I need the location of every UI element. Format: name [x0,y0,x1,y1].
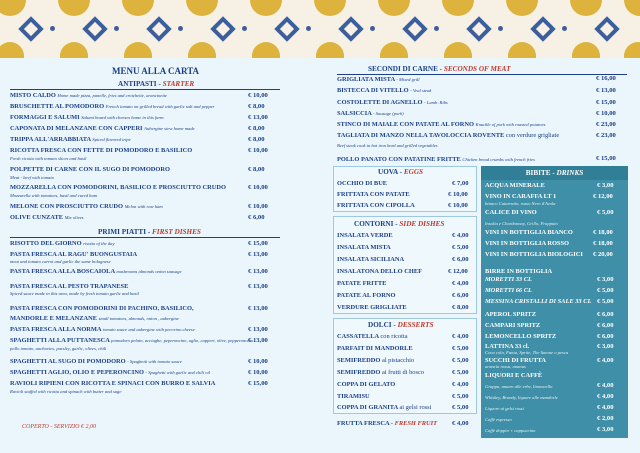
menu-item: GRIGLIATA MISTA - Mixed grill [337,76,420,83]
menu-item: SALSICCIA - Sausage (pork) [337,110,404,117]
item-price: € 4,00 [452,232,469,239]
item-price: € 6,00 [597,322,614,329]
menu-item: VINI IN BOTTIGLIA BIANCO [485,229,573,236]
item-price: € 8,00 [248,103,265,110]
menu-item: TAGLIATA DI MANZO NELLA TAVOLOCCIA ROVENTE con verdure grigliate [337,132,560,139]
item-price: € 10,00 [448,202,468,209]
menu-item: RISOTTO DEL GIORNO risotto of the day [10,240,115,247]
item-price: € 13,00 [248,305,268,312]
item-price: € 4,00 [452,333,469,340]
menu-item: PATATE AL FORNO [337,292,396,299]
menu-item: POLPETTE DI CARNE CON IL SUGO DI POMODORO [10,166,170,173]
item-subtitle: Fresh ricotta with tomato slices and basil [10,156,87,161]
menu-item: MELONE CON PROSCIUTTO CRUDO Melon with raw ham [10,203,163,210]
item-price: € 4,00 [452,381,469,388]
menu-item: LIQUORI E CAFFÈ [485,372,543,379]
item-subtitle: Mozzarella with tomatoes, basil and cured ham [10,193,98,198]
item-price: € 16,00 [596,75,616,82]
item-price: € 3,00 [597,276,614,283]
item-price: € 15,00 [248,380,268,387]
menu-item: PASTA FRESCA AL PESTO TRAPANESE [10,283,129,290]
item-price: € 15,00 [596,155,616,162]
menu-item: FRUTTA FRESCA - FRESH FRUIT [337,420,438,427]
item-price: € 5,00 [452,404,469,411]
menu-item: CAPONATA DI MELANZANE CON CAPPERI Aubergine stew home made [10,125,195,132]
menu-item: BISTECCA DI VITELLO - Veal steak [337,87,432,94]
menu-item: CALICE DI VINO [485,209,537,216]
menu-item: OCCHIO DI BUE [337,180,388,187]
drinks-panel [481,166,628,438]
item-price: € 5,00 [597,209,614,216]
item-price: € 5,00 [452,244,469,251]
menu-item: CASSATELLA con ricotta [337,333,408,340]
menu-item: PARFAIT DI MANDORLE [337,345,413,352]
menu-item: INSALATA MISTA [337,244,391,251]
item-price: € 23,00 [596,132,616,139]
item-price: € 8,00 [452,304,469,311]
item-price: € 4,00 [452,280,469,287]
section-title-uova: UOVA - EGGS [378,168,424,176]
item-price: € 10,00 [248,203,268,210]
item-price: € 15,00 [248,240,268,247]
item-price: € 6,00 [597,333,614,340]
menu-item: INSALATONA DELLO CHEF [337,268,422,275]
menu-item: Grappa, amaro alle erbe, limoncello [485,384,553,389]
menu-item: BRUSCHETTE AL POMODORO French tomato on grilled bread with garlic salt and pepper [10,103,215,110]
menu-item: Caffè doppio + cappuccino [485,428,536,433]
item-price: € 13,00 [248,114,268,121]
item-price: € 20,00 [593,251,613,258]
menu-item: BIRRE IN BOTTIGLIA [485,268,553,275]
menu-item: MOZZARELLA CON POMODORINI, BASILICO E PROSCIUTTO CRUDO [10,184,226,191]
item-price: € 6,00 [452,256,469,263]
menu-item: FRITTATA CON PATATE [337,191,410,198]
menu-item: LEMONCELLO SPRITZ [485,333,557,340]
menu-item: COPPA DI GELATO [337,381,396,388]
item-price: € 12,00 [593,193,613,200]
menu-item: SUCCHI DI FRUTTA [485,357,546,364]
decorative-tile-band [0,0,640,58]
menu-item: PATATE FRITTE [337,280,387,287]
item-price: € 4,00 [597,404,614,411]
cover-charge: COPERTO - SERVIZIO € 2,00 [22,424,96,430]
item-price: € 18,00 [593,229,613,236]
menu-item: SEMIFREDDO ai frutti di bosco [337,369,425,376]
menu-item: VINO IN CARAFFA LT 1 [485,193,557,200]
item-price: € 10,00 [596,110,616,117]
item-price: € 13,00 [248,283,268,290]
menu-item: SPAGHETTI AGLIO, OLIO E PEPERONCINO - Spaghetti with garlic and chili oil [10,369,211,376]
menu-item: VERDURE GRIGLIATE [337,304,407,311]
menu-item: PASTA FRESCA AL RAGU' BUONGUSTAIA [10,251,138,258]
item-price: € 5,00 [452,357,469,364]
menu-item: Whiskey, Brandy, liquore alle mandorle [485,395,558,400]
menu-item: CAMPARI SPRITZ [485,322,541,329]
menu-item: FRITTATA CON CIPOLLA [337,202,415,209]
item-price: € 8,00 [248,136,265,143]
menu-item: Liquore ai gelsi rossi [485,406,524,411]
item-price: € 8,00 [248,166,265,173]
item-price: € 3,00 [597,182,614,189]
menu-item: MORETTI 66 CL [485,287,532,294]
section-title-antipasti: ANTIPASTI - STARTER [118,80,195,88]
item-subtitle: arancia rossa, ananas [485,364,526,369]
item-subtitle: Insolia e Chardonnay, Grillo, Frappato [485,221,558,226]
menu-item: ACQUA MINERALE [485,182,545,189]
item-price: € 13,00 [248,268,268,275]
item-subtitle: bianco Catarratto, rosso Nero d'Avola [485,201,556,206]
item-price: € 6,00 [248,214,265,221]
menu-item: VINI IN BOTTIGLIA ROSSO [485,240,569,247]
menu-item: OLIVE CUNZATE Mix olives [10,214,84,221]
item-price: € 13,00 [248,326,268,333]
menu-item: COPPA DI GRANITA ai gelsi rossi [337,404,432,411]
item-price: € 6,00 [452,292,469,299]
item-price: € 4,00 [597,357,614,364]
item-subtitle: Beef steak cook in hot iron bord and grilled vegetables [337,143,438,148]
divider [10,237,280,238]
menu-item: PASTA FRESCA ALLA BOSCAIOLA mushrooms almonds onion sausage [10,268,182,275]
item-subtitle: Spiced sauce made in this area, made by fresh tomato garlic and basil [10,291,139,296]
section-title-primi: PRIMI PIATTI - FIRST DISHES [98,228,201,236]
menu-item: PASTA FRESCA CON POMODORINI DI PACHINO, BASILICO, [10,305,194,312]
item-price: € 4,00 [452,420,469,427]
item-subtitle: pollo tomato, anchovies, parsley, garlic, olives, chili [10,346,107,351]
menu-item: RAVIOLI RIPIENI CON RICOTTA E SPINACI CON BURRO E SALVIA [10,380,216,387]
item-price: € 12,00 [448,268,468,275]
item-price: € 5,00 [597,298,614,305]
menu-item: APEROL SPRITZ [485,311,536,318]
item-price: € 10,00 [248,92,268,99]
menu-item: PASTA FRESCA ALLA NORMA tomato sauce and aubergine with pecorino cheese [10,326,195,333]
item-price: € 3,00 [597,343,614,350]
item-price: € 10,00 [248,184,268,191]
menu-item: SEMIFREDDO al pistacchio [337,357,415,364]
item-price: € 10,00 [248,147,268,154]
item-price: € 5,00 [597,287,614,294]
menu-item: TRIPPA ALL'ARRABBIATA Spiced flavored tripe [10,136,131,143]
item-price: € 5,00 [452,345,469,352]
item-price: € 5,00 [452,369,469,376]
divider [10,89,280,90]
menu-item: MANDORLE E MELANZANE small tomatoes, almonds, onion , aubergine [10,315,179,322]
menu-item: TIRAMISU [337,393,370,400]
item-price: € 13,00 [248,251,268,258]
menu-item: MORETTI 33 CL [485,276,532,283]
item-subtitle: Meat - beef with tomato [10,175,54,180]
section-title-bibite: BIBITE - DRINKS [481,166,628,180]
section-title-secondi: SECONDI DI CARNE - SECONDS OF MEAT [368,65,511,73]
item-price: € 5,00 [452,393,469,400]
divider [337,74,627,75]
item-price: € 3,00 [597,426,614,433]
item-price: € 4,00 [597,382,614,389]
menu-item: MISTO CALDO Home made pizza, panelle, fries and croichette, arancinette [10,92,168,99]
item-price: € 15,00 [596,99,616,106]
item-price: € 8,00 [248,125,265,132]
item-price: € 13,00 [248,337,268,344]
item-subtitle: Coca cola, Fanta, Sprite, The limone o pesca [485,350,569,355]
item-price: € 23,00 [596,121,616,128]
item-price: € 10,00 [448,191,468,198]
section-title-dolci: DOLCI - DESSERTS [368,321,434,329]
menu-item: POLLO PANATO CON PATATINE FRITTE Chicken bread crumbs with french fries [337,156,535,163]
item-price: € 18,00 [593,240,613,247]
menu-item: RICOTTA FRESCA CON FETTE DI POMODORO E BASILICO [10,147,193,154]
menu-item: INSALATA SICILIANA [337,256,405,263]
menu-item: INSALATA VERDE [337,232,393,239]
menu-item: SPAGHETTI AL SUGO DI POMODORO - Spaghetti with tomato sauce [10,358,182,365]
item-subtitle: Ravioli stuffed with ricotta and spinach with butter and sage [10,389,122,394]
menu-item: STINCO DI MAIALE CON PATATE AL FORNO Knuckle of pork with roasted potatoes [337,121,546,128]
item-subtitle: meat and tomato carrot and garlic the same bolognese [10,259,111,264]
item-price: € 2,00 [597,415,614,422]
menu-item: COSTOLETTE DI AGNELLO - Lamb .Ribs [337,99,448,106]
menu-item: LATTINA 33 cl. [485,343,530,350]
item-price: € 7,00 [452,180,469,187]
item-price: € 13,00 [596,87,616,94]
menu-title: MENU ALLA CARTA [112,66,200,76]
menu-item: Caffè espresso [485,417,512,422]
section-title-contorni: CONTORNI - SIDE DISHES [354,220,445,228]
menu-item: VINI IN BOTTIGLIA BIOLOGICI [485,251,583,258]
menu-item: SPAGHETTI ALLA PUTTANESCA pomodoro pelato, acciughe, peperoncino, aglio, capperi, olive, pepperoncino [10,337,254,344]
menu-item: FORMAGGI E SALUMI Salumi board with cheeses home in this farm [10,114,164,121]
item-price: € 10,00 [248,369,268,376]
item-price: € 4,00 [597,393,614,400]
item-price: € 6,00 [597,311,614,318]
menu-item: MESSINA CRISTALLI DI SALE 33 CL [485,298,592,305]
item-price: € 10,00 [248,358,268,365]
